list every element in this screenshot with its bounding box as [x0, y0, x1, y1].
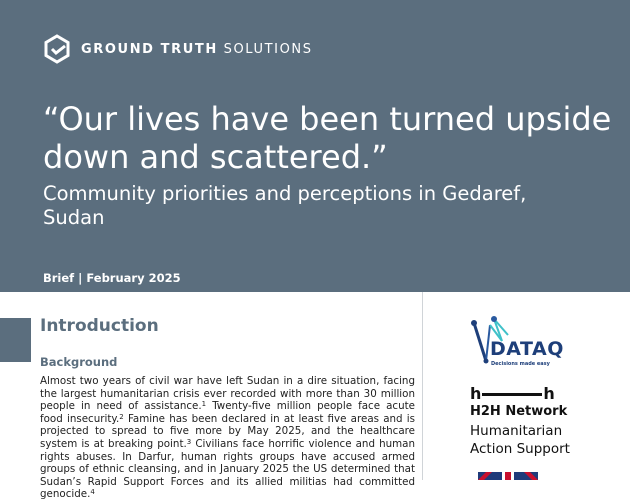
footnote-ref[interactable]: 3 — [186, 437, 192, 446]
sentence: Civilians face horrific violence and human rights abuses. In Darfur, human rights groups have accused armed groups of ethnic cleansing, and in January 2025 the US determined that Sudan’s Rapid Support Forces and its allied militias had committed genocide. — [40, 437, 415, 501]
h2h-logo-icon: h h — [470, 384, 555, 403]
brand-name: GROUND TRUTH SOLUTIONS — [81, 41, 313, 57]
sentence: Famine has been declared in at least five areas and is projected to spread to five more by May 2025, and the healthcare system is at breaking point. — [40, 412, 415, 450]
subheading: Background — [40, 355, 118, 369]
body-paragraph — [40, 375, 415, 501]
footnote-ref[interactable]: 2 — [119, 412, 124, 421]
section-title: Introduction — [40, 316, 159, 336]
dataq-tagline: Decisions made easy — [491, 361, 550, 367]
sentence: Almost two years of civil war have left Sudan in a dire situation, facing the largest humanitarian crisis ever recorded with more than 30 million people in need of assistance. — [40, 375, 415, 413]
page-title: “Our lives have been turned upside down and scattered.” — [43, 100, 612, 176]
sentence: Twenty-five million people face acute food insecurity. — [40, 400, 415, 425]
page-subtitle: Community priorities and perceptions in Gedaref, Sudan — [43, 182, 527, 229]
dataq-name: DATAQ — [490, 338, 564, 360]
footnote-ref[interactable]: 1 — [201, 400, 207, 409]
gts-logo — [43, 34, 313, 64]
h2h-subtitle: Humanitarian Action Support — [470, 423, 570, 457]
gts-hexagon-icon — [43, 34, 71, 64]
footnote-ref[interactable]: 4 — [90, 488, 95, 497]
section-marker — [0, 318, 31, 362]
uk-flag-icon — [478, 472, 538, 480]
h2h-name: H2H Network — [470, 404, 568, 419]
brief-date: Brief | February 2025 — [43, 271, 181, 285]
column-divider — [422, 292, 423, 480]
